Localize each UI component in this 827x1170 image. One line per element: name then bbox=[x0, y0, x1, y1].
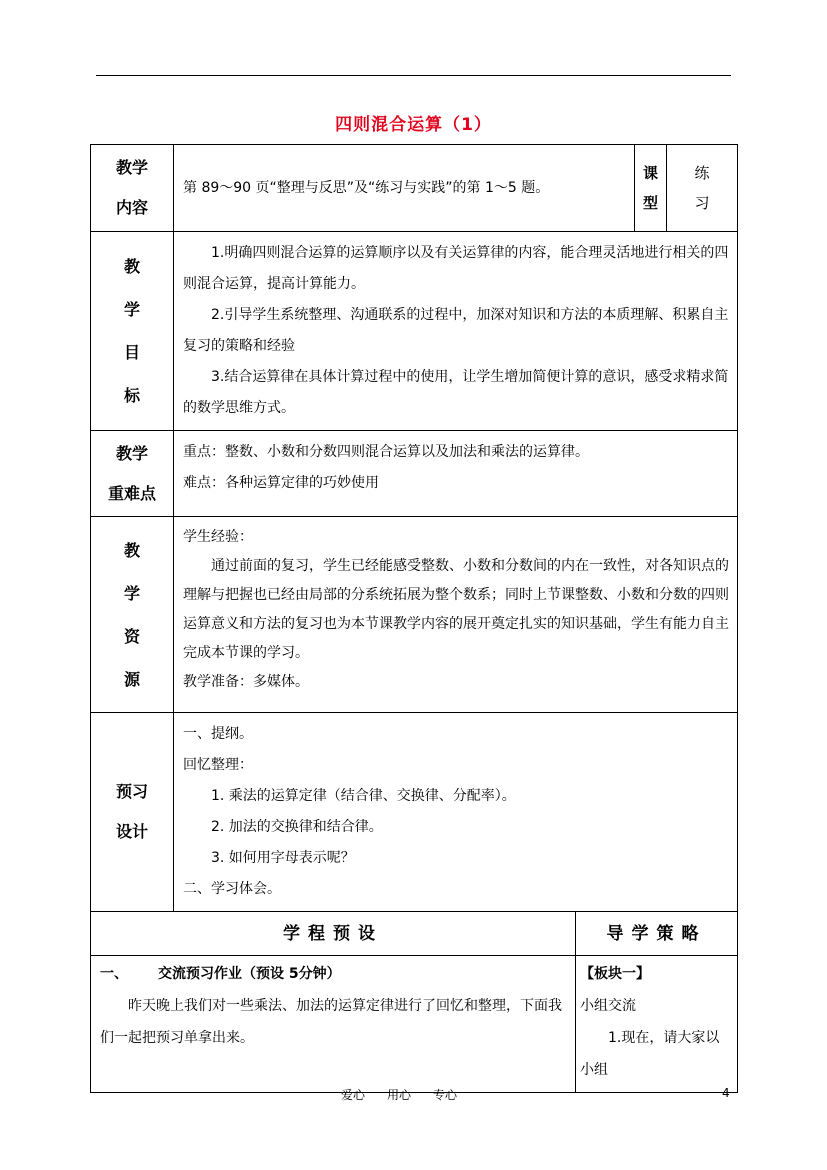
row-teaching-resources bbox=[91, 517, 738, 713]
lesson-plan-table bbox=[90, 144, 738, 1093]
section-title: 交流预习作业（预设 5分钟） bbox=[158, 966, 341, 982]
difficult-point: 难点：各种运算定律的巧妙使用 bbox=[183, 475, 379, 491]
row-process-headers bbox=[91, 912, 738, 956]
section-text: 昨天晚上我们对一些乘法、加法的运算定律进行了回忆和整理，下面我们一起把预习单拿出来。 bbox=[100, 998, 562, 1046]
label-teaching-goals: 教 学 目 标 bbox=[91, 232, 174, 431]
preview-experience: 二、学习体会。 bbox=[183, 881, 281, 897]
preview-review: 回忆整理： bbox=[183, 757, 253, 773]
label-key-points: 教学 重难点 bbox=[91, 431, 174, 517]
teaching-goals-text bbox=[174, 232, 738, 431]
page-title: 四则混合运算（1） bbox=[335, 115, 492, 135]
preview-outline: 一、提纲。 bbox=[183, 726, 253, 742]
label-lesson-type: 课 型 bbox=[635, 145, 667, 232]
row-preview-design bbox=[91, 713, 738, 912]
block-sub: 小组交流 bbox=[580, 998, 636, 1014]
goal-item: 3.结合运算律在具体计算过程中的使用，让学生增加简便计算的意识，感受求精求简的数学思维方式。 bbox=[183, 369, 729, 416]
row-teaching-goals bbox=[91, 232, 738, 431]
preview-item: 2. 加法的交换律和结合律。 bbox=[211, 819, 383, 835]
row-key-points bbox=[91, 431, 738, 517]
label-teaching-resources: 教 学 资 源 bbox=[91, 517, 174, 713]
row-process-content bbox=[91, 956, 738, 1093]
preview-item: 1. 乘法的运算定律（结合律、交换律、分配率）。 bbox=[211, 788, 516, 804]
preview-design-text bbox=[174, 713, 738, 912]
teaching-content-text: 第 89～90 页“整理与反思”及“练习与实践”的第 1～5 题。 bbox=[174, 145, 635, 232]
header-learning-process: 学程预设 bbox=[91, 912, 576, 956]
label-teaching-content: 教学 内容 bbox=[91, 145, 174, 232]
key-point: 重点：整数、小数和分数四则混合运算以及加法和乘法的运算律。 bbox=[183, 444, 589, 460]
goal-item: 2.引导学生系统整理、沟通联系的过程中，加深对知识和方法的本质理解、积累自主复习的策略和经验 bbox=[183, 307, 729, 354]
header-guidance-strategy: 导学策略 bbox=[576, 912, 738, 956]
resources-paragraph: 通过前面的复习，学生已经能感受整数、小数和分数间的内在一致性，对各知识点的理解与把握也已经由局部的分系统拓展为整个数系；同时上节课整数、小数和分数的四则运算意义和方法的复习也为本节课教学内容的展开奠定扎实的知识基础，学生有能力自主完成本节课的学习。 bbox=[183, 558, 729, 661]
lesson-type-value: 练 习 bbox=[667, 145, 738, 232]
preview-item: 3. 如何用字母表示呢？ bbox=[211, 850, 355, 866]
teaching-resources-text bbox=[174, 517, 738, 713]
learning-process-cell bbox=[91, 956, 576, 1093]
row-teaching-content bbox=[91, 145, 738, 232]
header-rule bbox=[96, 75, 731, 76]
goal-item: 1.明确四则混合运算的运算顺序以及有关运算律的内容，能合理灵活地进行相关的四则混合运算，提高计算能力。 bbox=[183, 245, 729, 292]
guidance-strategy-cell bbox=[576, 956, 738, 1093]
resources-prep: 教学准备：多媒体。 bbox=[183, 674, 309, 690]
resources-heading: 学生经验： bbox=[183, 529, 253, 545]
block-text: 1.现在，请大家以小组 bbox=[580, 1030, 720, 1078]
section-number: 一、 bbox=[100, 966, 128, 982]
key-points-text bbox=[174, 431, 738, 517]
label-preview-design: 预习 设计 bbox=[91, 713, 174, 912]
section-heading bbox=[100, 958, 567, 990]
block-label: 【板块一】 bbox=[580, 966, 650, 982]
page-number: 4 bbox=[722, 1086, 730, 1100]
footer-slogan: 爱心 用心 专心 bbox=[341, 1088, 458, 1102]
